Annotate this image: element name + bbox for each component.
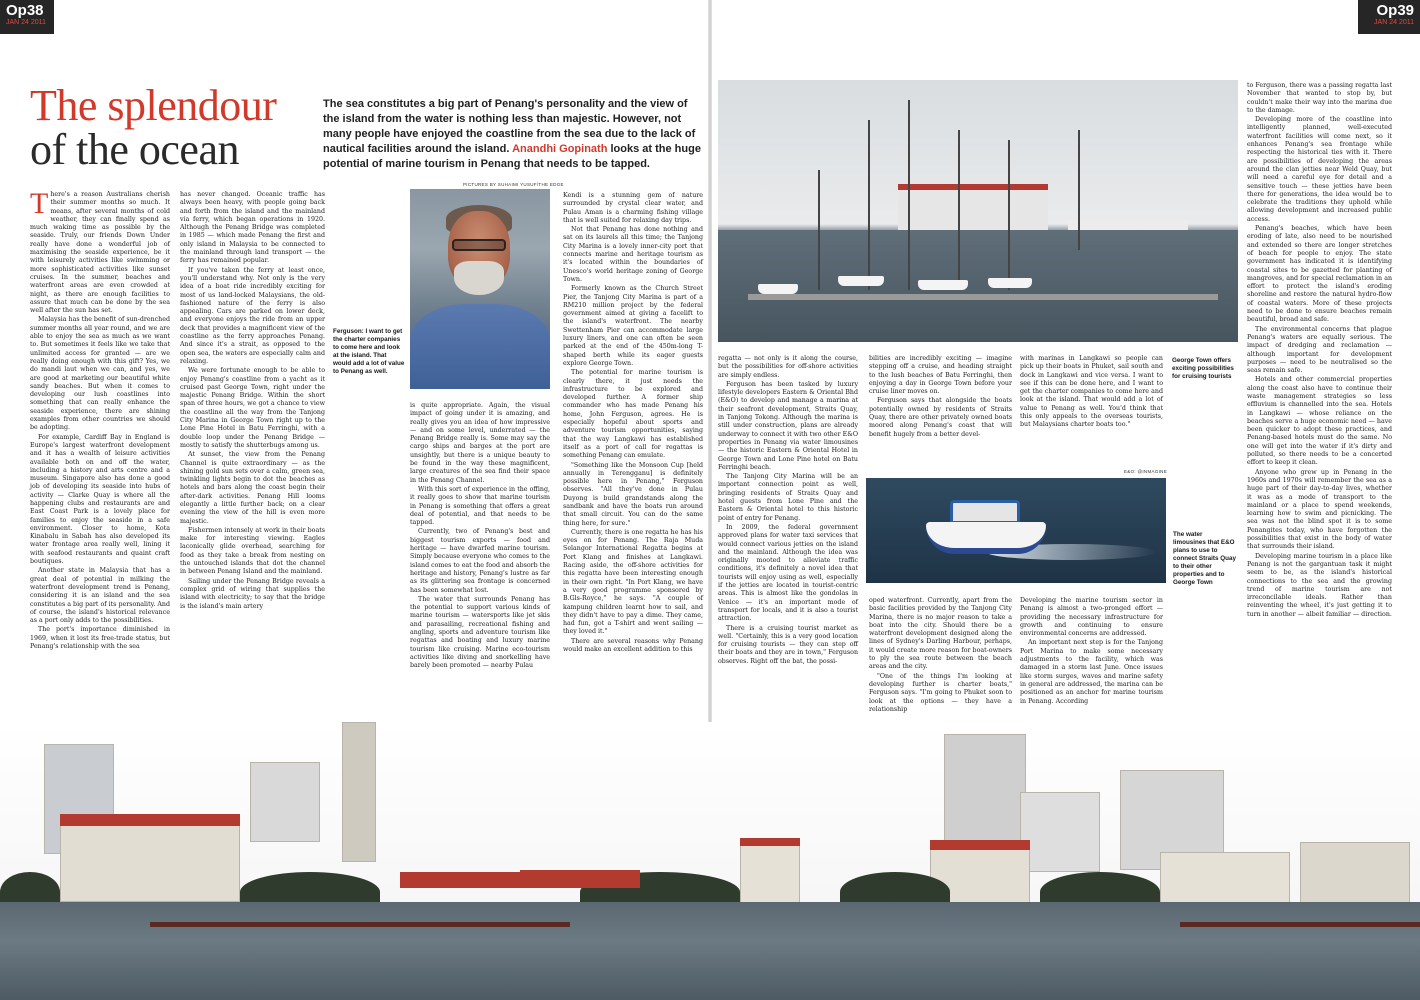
body-paragraph: The port's importance diminished in 1969, when it lost its free-trade status, but Penang's relationship with the sea [30,626,170,651]
body-paragraph: An important next step is for the Tanjong Port Marina to make some necessary adjustments to the facility, which was damaged in a storm last June. Once issues like storm surges, waves and marine safety in general are addressed, the marina can be positioned as an anchor for marine tourism in Penang. According [1020,639,1163,705]
headline [30,81,320,174]
standfirst-tail: looks at the huge potential of marine tourism in Penang that needs to be tapped. [323,143,701,170]
body-paragraph: with marinas in Langkawi so people can pick up their boats in Phuket, sail south and dock in Langkawi and vice versa. I want to see if this can be done here, and I want to get the charter companies to come here and look at the island. That would add a lot of value to Penang as well. You'd think that this only appeals to the overseas tourists, but Malaysians charter boats too." [1020,355,1163,429]
page-date: JAN 24 2011 [6,19,46,26]
body-paragraph: Anyone who grew up in Penang in the 1960s and 1970s will remember the sea as a huge part of their day-to-day lives, whether it was as a mode of transport to the mainland or a place to spend weekends, learning how to swim and picnicking. The sea was not the blind spot it is to some Penangites today, who have forgotten the possibilities that exist in the body of water that surrounds their island. [1247,468,1392,551]
photo-water-limousine [866,478,1166,583]
body-paragraph: The potential for marine tourism is clearly there, it just needs the infrastructure to be explored and developed further. A former ship commander who has made Penang his home, John Ferguson, agrees. He is especially hopeful about sports and adventure tourism opportunities, saying that the way Langkawi has established itself as a port of call for regattas is something Penang can emulate. [563,369,703,460]
body-paragraph: Kendi is a stunning gem of nature surrounded by crystal clear water, and Pulau Aman is a charming fishing village that is well suited for relaxing day trips. [563,192,703,224]
caption-portrait: Ferguson: I want to get the charter companies to come here and look at the island. That would add a lot of value to Penang as well. [333,328,405,375]
photo-credit-boat: E&O: @INMAGINE [1124,469,1168,474]
photo-george-town-waterfront [0,722,1420,1000]
body-column-8 [1247,82,1392,620]
body-paragraph: The environmental concerns that plague Penang's waters are equally serious. The impact of dredging and reclamation — although important for development purposes — need to be neutralised so the seas remain safe. [1247,325,1392,375]
folio-right [1358,0,1420,34]
body-paragraph: Ferguson says that alongside the boats potentially owned by residents of Straits Quay, there are other privately owned boats moored along Penang's coast that will benefit hugely from a better devel- [869,397,1012,438]
headline-line2: of the ocean [30,125,239,174]
body-paragraph: has never changed. Oceanic traffic has always been heavy, with people going back and forth from the island and the mainland via ferry, which began operations in 1920. Although the Penang Bridge was completed in 1985 — which made Penang the first and only island in Malaysia to be connected to the mainland through land transport — the ferry has remained popular. [180,191,325,265]
folio-left [0,0,54,34]
body-column-1 [30,187,170,652]
drop-cap: T [30,187,49,220]
body-paragraph: Developing marine tourism in a place like Penang is not the gargantuan task it might seem to be, as the island's historical connections to the sea and the growing trend of marine tourism are not irreconcilable ideals. Rather than reinventing the wheel, it's just getting it to turn in another — albeit familiar — direction. [1247,552,1392,618]
body-paragraph: If you've taken the ferry at least once, you'll understand why. Not only is the very idea of a boat ride incredibly exciting for most of us land-locked Malaysians, the old-fashioned nature of the ferry is also appealing. Cars are parked on lower deck, and everyone enjoys the ride from an upper deck that provides a magnificent view of the coastline as the ferry approaches Penang. And since it's a strait, as opposed to the open sea, the waters are especially calm and relaxing. [180,266,325,365]
body-column-4 [563,192,703,655]
standfirst [323,97,703,172]
body-column-7 [1020,355,1163,431]
body-paragraph: oped waterfront. Currently, apart from the basic facilities provided by the Tanjong City Marina, there is no major reason to take a boat into the city. Should there be a waterfront development designed along the lines of Sydney's Darling Harbour, perhaps, it would create more reason for boat-owners to ply the sea route between the beach areas and the city. [869,597,1012,671]
body-paragraph: Penang's beaches, which have been eroding of late, also need to be nourished and extended so there are longer stretches of beach for people to enjoy. The state government has indicated it is identifying coastal sites to be gazetted for planting of mangroves, and for special reclamation in an effort to protect the island's eroding shoreline and restore the natural hydro-flow of coastal waters. More of these projects need to be done to ensure beaches remain beautiful, broad and safe. [1247,225,1392,324]
body-column-6b [869,597,1012,715]
body-paragraph: There are several reasons why Penang would make an excellent addition to this [563,637,703,654]
photo-portrait-ferguson [410,189,550,389]
body-paragraph: "One of the things I'm looking at developing further is charter boats," Ferguson says. "I'm going to Phuket soon to look at the options — they have a relationship [869,672,1012,713]
body-paragraph: The Tanjong City Marina will be an important connection point as well, bringing residents of Straits Quay and hotel guests from Lone Pine and the Eastern & Oriental hotel to this historic point of entry for Penang. [718,473,858,522]
page-date: JAN 24 2011 [1374,19,1414,26]
body-paragraph: to Ferguson, there was a passing regatta last November that wanted to stop by, but couldn't make their way into the marina due to the damage. [1247,82,1392,114]
body-paragraph: Sailing under the Penang Bridge reveals a complex grid of wiring that supplies the island with electricity; to say that the bridge is the island's main artery [180,577,325,610]
body-paragraph: In 2009, the federal government approved plans for water taxi services that would connect various jetties on the island and the mainland. Although the idea was originally mooted to alleviate traffic conditions, it's definitely a novel idea that tourists will enjoy using as well, especially if the jetties are located in tourist-centric areas. This is almost like the gondolas in Venice — it's an important mode of transport for locals, and it is also a tourist attraction. [718,523,858,623]
body-paragraph: "Something like the Monsoon Cup [held annually in Terengganu] is definitely possible here in Penang," Ferguson observes. "All they've done in Pulau Duyong is build grandstands along the sandbank and have the boats run around that small circuit. You can do the same thing here, for sure." [563,461,703,527]
author-name: Anandhi Gopinath [512,143,608,155]
body-paragraph: The water that surrounds Penang has the potential to support various kinds of marine tourism — watersports like jet skis and parasailing, recreational fishing and angling, sports and adventure tourism like regattas and boating and luxury marine tourism like cruising. Marine eco-tourism activities like diving and snorkelling have barely been promoted — nearby Pulau [410,595,550,670]
page-number: Op38 [6,2,44,19]
body-paragraph: Not that Penang has done nothing and sat on its laurels all this time; the Tanjong City Marina is a lovely inner-city port that connects marine and heritage tourism as it's located within the boundaries of Unesco's world heritage zoning of George Town. [563,226,703,283]
body-paragraph: Developing the marine tourism sector in Penang is almost a two-pronged effort — providing the necessary infrastructure for growth and continuing to ensure environmental concerns are addressed. [1020,597,1163,638]
body-paragraph: is quite appropriate. Again, the visual impact of going under it is amazing, and really gives you an idea of how impressive — and on some level, underrated — the Penang Bridge really is. Some may say the cargo ships and barges at the port are unsightly, but there is a unique beauty to be found in the way these magnificent, large creatures of the sea find their space in the Penang Channel. [410,402,550,484]
body-column-2 [180,191,325,612]
body-paragraph: Ferguson has been tasked by luxury lifestyle developers Eastern & Oriental Bhd (E&O) to develop and manage a marina at their seafront development, Straits Quay, in Tanjong Tokong. Although the marina is still under construction, plans are already underway to connect it with two other E&O properties in Penang via water limousines — the historic Eastern & Oriental Hotel in George Town and Lone Pine hotel on Batu Ferringhi beach. [718,380,858,471]
body-column-6 [869,355,1012,440]
body-paragraph: Formerly known as the Church Street Pier, the Tanjong City Marina is part of a RM210 million project by the federal government aimed at giving a facelift to the island's waterfront. The nearby Swettenham Pier can accommodate large luxury liners, and one can often be seen parked at the end of the 450m-long T-shaped berth while its eager guests explore George Town. [563,285,703,367]
caption-boat: The water limousines that E&O plans to use to connect Straits Quay to their other properties and to George Town [1173,531,1236,586]
body-paragraph: Hotels and other commercial properties along the coast also have to continue their waste management strategies so less effluvium is channelled into the sea. Hotels in Langkawi — whose reliance on the beaches serve a huge economic need — have been quicker to adopt these practices, and Penang-based hotels must do the same. No one will get into the water if it's dirty and polluted, so there needs to be a concerted effort to keep it clean. [1247,376,1392,467]
body-column-3 [410,402,550,672]
body-paragraph: At sunset, the view from the Penang Channel is quite extraordinary — as the shining gold sun sets over a calm, green sea, twinkling lights begin to dot the beaches as hotels and bars along the coast begin their after-dark activities. Penang Hill looms elegantly a little further back; on a clear evening the view of the hill is even more majestic. [180,451,325,525]
standfirst-text: The sea constitutes a big part of Penang's personality and the view of the island from the water is nothing less than majestic. However, not many people have enjoyed the coastline from the sea due to the lack of nautical facilities around the island. [323,98,696,155]
body-paragraph: Another state in Malaysia that has a great deal of potential in milking the waterfront development trend is Penang, considering it is an island and the sea constitutes a big part of its personality. And of course, the island's historical relevance as a port only adds to the possibilities. [30,567,170,625]
body-paragraph: With this sort of experience in the offing, it really goes to show that marine tourism in Penang is something that offers a great deal of potential, and that needs to be tapped. [410,485,550,527]
page-number: Op39 [1376,2,1414,19]
body-paragraph: Developing more of the coastline into intelligently planned, well-executed waterfront facilities will come next, so it enhances Penang's sea frontage while respecting the historical ties with it. There are possibilities of developing the areas around the clan jetties near Weld Quay, but will need a careful eye for detail and a sensitive touch — these jetties have been there for generations, the idea would be to celebrate the traditions they uphold while allowing development and increased public access. [1247,116,1392,223]
caption-marina: George Town offers exciting possibilities for cruising tourists [1172,357,1234,380]
body-paragraph: There's a reason Australians cherish their summer months so much. It means, after several months of cold weather, they can finally spend as much waking time as possible by the seaside. Truly, our friends Down Under really have done a wonderful job of maximising the seaside experience, be it with leisurely activities like swimming or more sophisticated activities like sunset cruises. In the summer, beaches and waterfront areas are even crowded at night, as there are enough facilities to assure that much can be done by the sea well after the sun has set. [30,187,170,315]
headline-line1: The splendour [30,81,277,130]
body-paragraph: We were fortunate enough to be able to enjoy Penang's coastline from a yacht as it cruised past George Town, right under the majestic Penang Bridge. Within the short span of three hours, we got a chance to view the coastline all the way from the Tanjong City Marina in George Town right up to the Lone Pine Hotel in Batu Ferringhi, with a double loop under the Penang Bridge — mostly to satisfy the shutterbugs among us. [180,367,325,449]
body-paragraph: There is a cruising tourist market as well. "Certainly, this is a very good location for cruising tourists — they can step off their boats and they are in town," Ferguson observes. Right off the bat, the possi- [718,624,858,665]
body-paragraph: bilities are incredibly exciting — imagine stepping off a cruise, and heading straight to the lush beaches of Batu Ferringhi, then enjoying a day in George Town before your cruise liner moves on. [869,355,1012,396]
body-paragraph: Currently, there is one regatta he has his eyes on for Penang. The Raja Muda Selangor International Regatta begins at Port Klang and finishes at Langkawi. Racing aside, the off-shore activities for this regatta have been interesting enough in their own right. "In Port Klang, we have a very good programme sponsored by B.Gls-Royce," he says. "A couple of kampung children learnt how to sail, and they didn't have to pay a dime. They came, had fun, got a T-shirt and went sailing — they loved it." [563,528,703,636]
photo-marina-cruise-ship [718,80,1238,342]
photo-credit-portrait: PICTURES BY SUHAIMI YUSUF/THE EDGE [463,182,564,187]
body-paragraph: regatta — not only is it along the course, but the possibilities for off-shore activities are simply endless. [718,355,858,379]
body-paragraph: Fishermen intensely at work in their boats make for interesting viewing. Eagles laconically glide overhead, searching for food as they take a break from nesting on the untouched islands that dot the channel in between Penang Island and the mainland. [180,526,325,576]
body-column-7b [1020,597,1163,707]
body-paragraph: Malaysia has the benefit of sun-drenched summer months all year round, and we are able to enjoy the sea as much as we want to. But sometimes it feels like we take that unlimited access for granted — are we really doing enough with this gift? Yes, we do mandi laut when we can, and yes, we are good at marketing our beautiful white sandy beaches. But when it comes to developing our lush coastlines into something that can really enhance the seaside experience, there are shining examples from other countries we should be adopting. [30,316,170,432]
body-column-5 [718,355,858,667]
body-paragraph: Currently, two of Penang's best and biggest tourism exports — food and heritage — have dwarfed marine tourism. Simply because everyone who comes to the island comes to eat the food and absorb the heritage and history, Penang's lustre as far as its glittering sea frontage is concerned has been somewhat lost. [410,528,550,594]
body-paragraph: For example, Cardiff Bay in England is Europe's largest waterfront development and it has a wealth of leisure activities available both on and off the water, including a history and arts centre and a museum. Singapore also has done a good job of developing its seaside into hubs of activity — Clarke Quay is where all the happening clubs and restaurants are and East Coast Park is a lovely place for families to enjoy the seaside in a safe environment. Closer to home, Kota Kinabalu in Sabah has also developed its water frontage area really well, lining it with seafood restaurants and quaint craft boutiques. [30,433,170,566]
